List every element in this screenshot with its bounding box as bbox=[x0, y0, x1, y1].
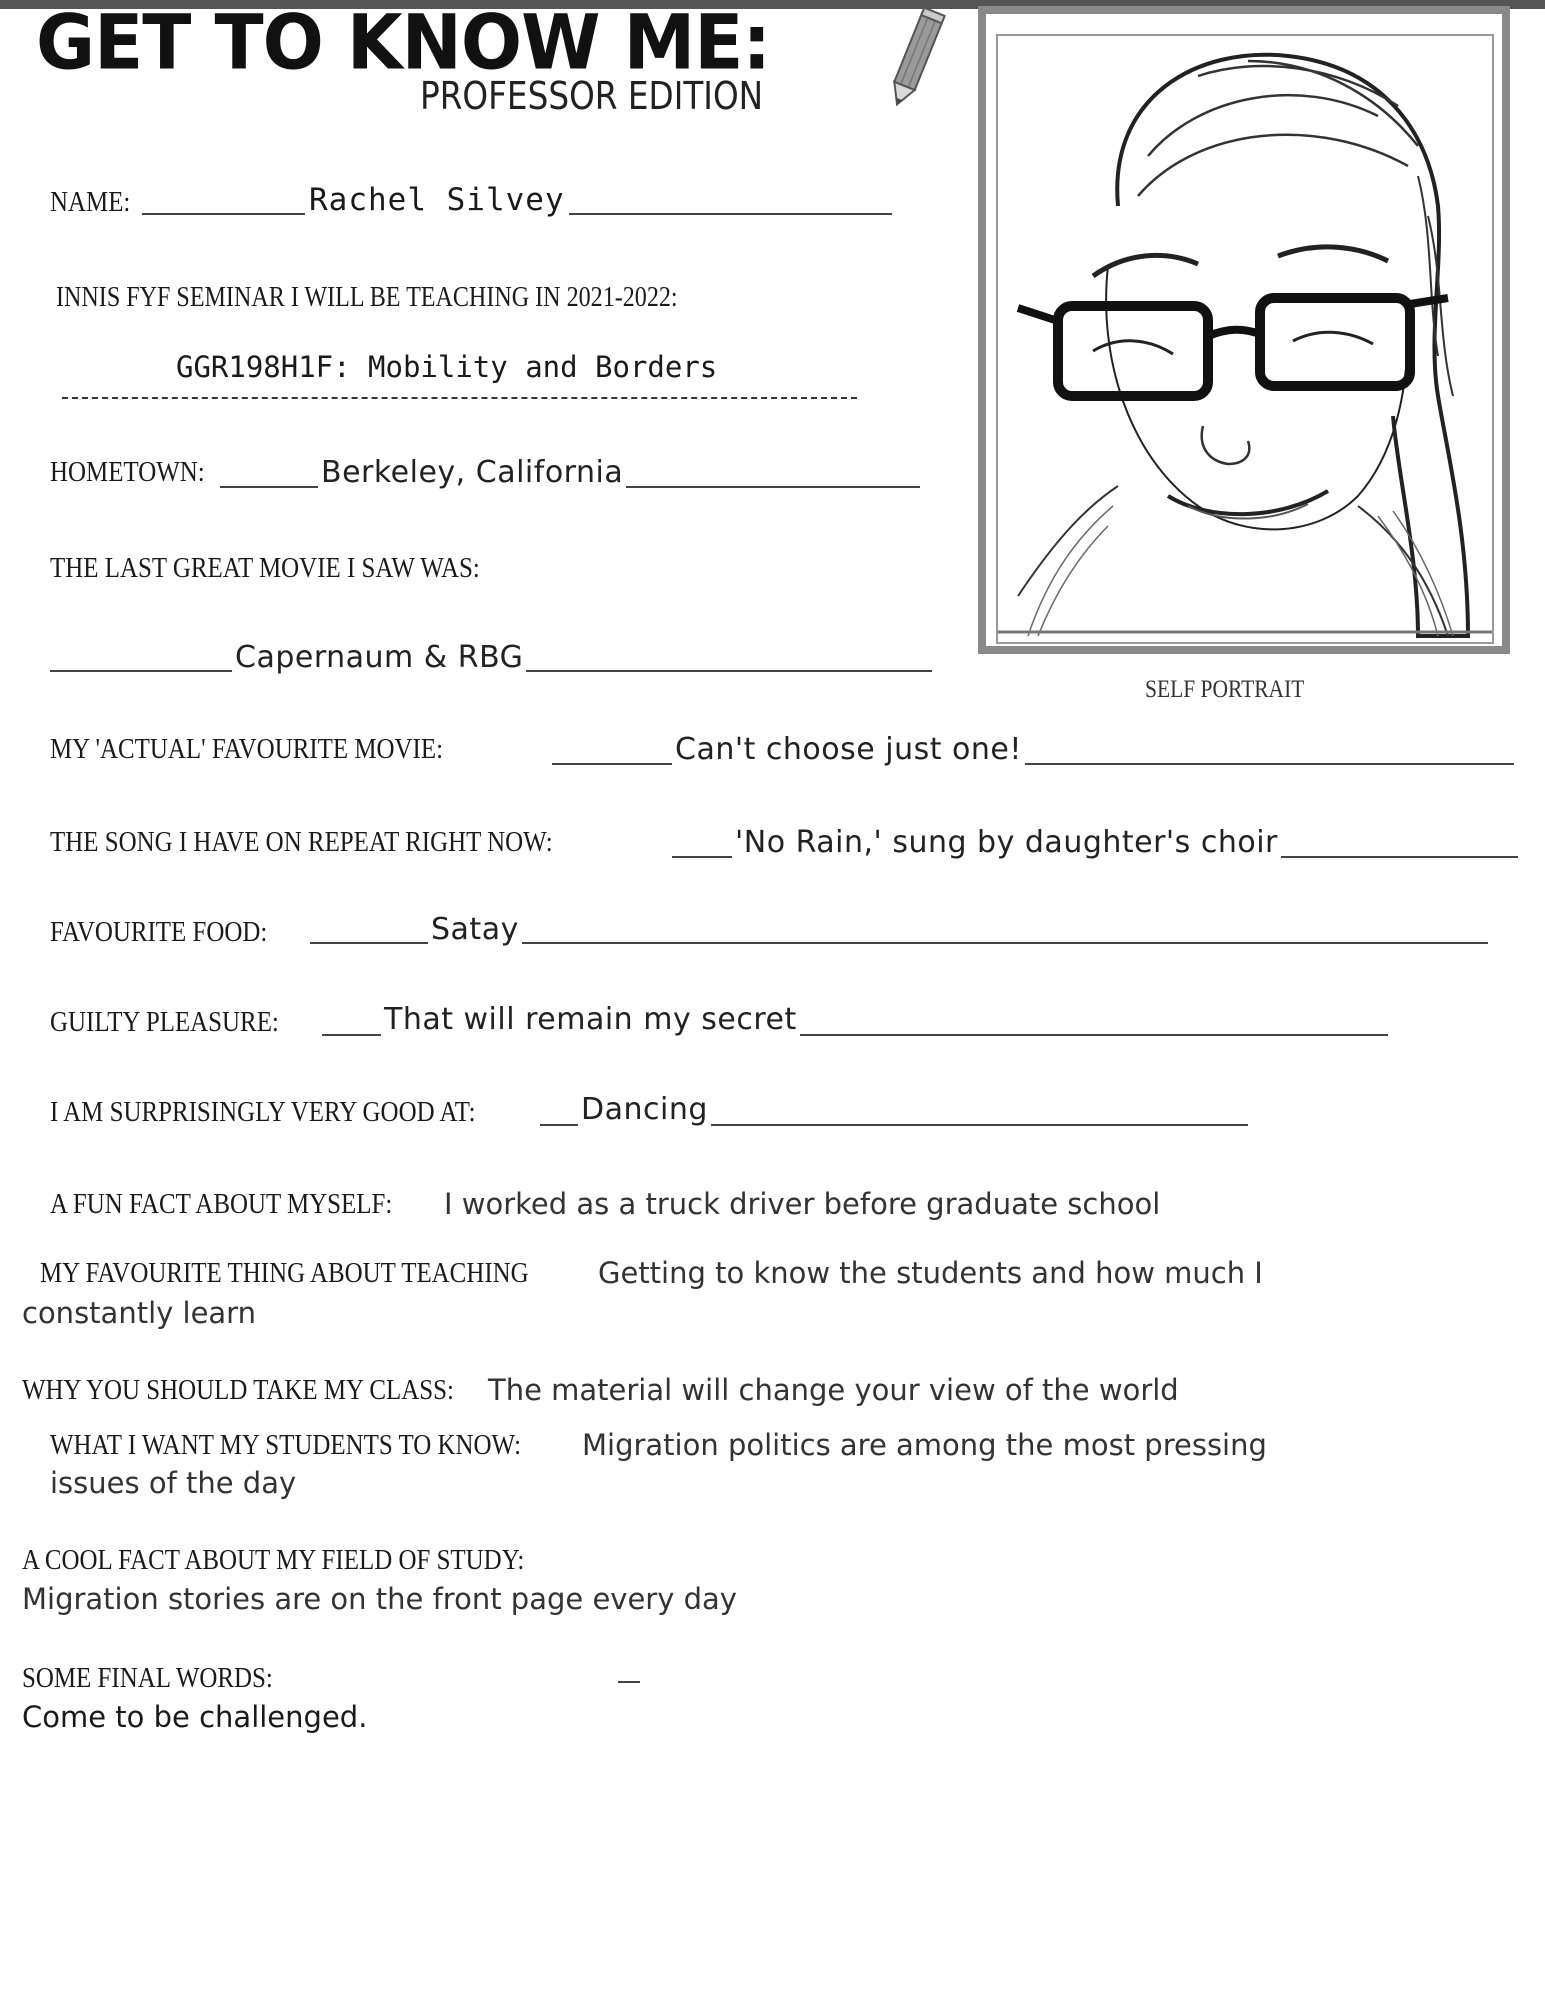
name-value: Rachel Silvey bbox=[305, 182, 569, 218]
hometown-label: HOMETOWN: bbox=[50, 456, 205, 488]
guilty-pleasure-value: That will remain my secret bbox=[381, 1002, 800, 1037]
song-label: THE SONG I HAVE ON REPEAT RIGHT NOW: bbox=[50, 826, 553, 858]
favourite-movie-label: MY 'ACTUAL' FAVOURITE MOVIE: bbox=[50, 733, 444, 765]
last-movie-value: Capernaum & RBG bbox=[232, 640, 526, 675]
food-label: FAVOURITE FOOD: bbox=[50, 916, 268, 948]
page-title: GET TO KNOW ME: bbox=[36, 0, 771, 87]
why-class-label: WHY YOU SHOULD TAKE MY CLASS: bbox=[22, 1374, 454, 1406]
fun-fact-value: I worked as a truck driver before graduate school bbox=[444, 1187, 1161, 1221]
teaching-label: MY FAVOURITE THING ABOUT TEACHING bbox=[40, 1257, 529, 1289]
pencil-icon bbox=[880, 8, 950, 113]
teaching-value-line1: Getting to know the students and how much I bbox=[598, 1256, 1263, 1290]
cool-fact-label: A COOL FACT ABOUT MY FIELD OF STUDY: bbox=[22, 1544, 525, 1576]
final-words-label: SOME FINAL WORDS: bbox=[22, 1662, 273, 1694]
students-know-label: WHAT I WANT MY STUDENTS TO KNOW: bbox=[50, 1429, 522, 1461]
self-portrait-drawing bbox=[998, 36, 1492, 642]
guilty-pleasure-label: GUILTY PLEASURE: bbox=[50, 1006, 279, 1038]
good-at-value: Dancing bbox=[578, 1092, 711, 1127]
self-portrait-frame bbox=[978, 6, 1510, 654]
seminar-label: INNIS FYF SEMINAR I WILL BE TEACHING IN 2021-2022: bbox=[56, 282, 678, 313]
portrait-caption: SELF PORTRAIT bbox=[1145, 676, 1305, 703]
song-value: 'No Rain,' sung by daughter's choir bbox=[732, 825, 1281, 860]
teaching-value-line2: constantly learn bbox=[22, 1296, 256, 1330]
name-label: NAME: bbox=[50, 186, 131, 218]
seminar-value: GGR198H1F: Mobility and Borders bbox=[176, 350, 718, 384]
hometown-value: Berkeley, California bbox=[318, 455, 626, 490]
seminar-underline bbox=[62, 397, 857, 399]
last-movie-label: THE LAST GREAT MOVIE I SAW WAS: bbox=[50, 552, 480, 584]
students-know-value-line2: issues of the day bbox=[50, 1466, 297, 1500]
why-class-value: The material will change your view of the world bbox=[488, 1373, 1179, 1407]
cool-fact-value: Migration stories are on the front page every day bbox=[22, 1582, 737, 1616]
final-words-value: Come to be challenged. bbox=[22, 1700, 368, 1734]
final-words-dash bbox=[618, 1681, 640, 1683]
fun-fact-label: A FUN FACT ABOUT MYSELF: bbox=[50, 1188, 393, 1220]
students-know-value-line1: Migration politics are among the most pressing bbox=[582, 1428, 1267, 1462]
good-at-label: I AM SURPRISINGLY VERY GOOD AT: bbox=[50, 1096, 476, 1128]
food-value: Satay bbox=[428, 912, 522, 947]
page-subtitle: PROFESSOR EDITION bbox=[420, 74, 764, 118]
favourite-movie-value: Can't choose just one! bbox=[672, 732, 1025, 767]
